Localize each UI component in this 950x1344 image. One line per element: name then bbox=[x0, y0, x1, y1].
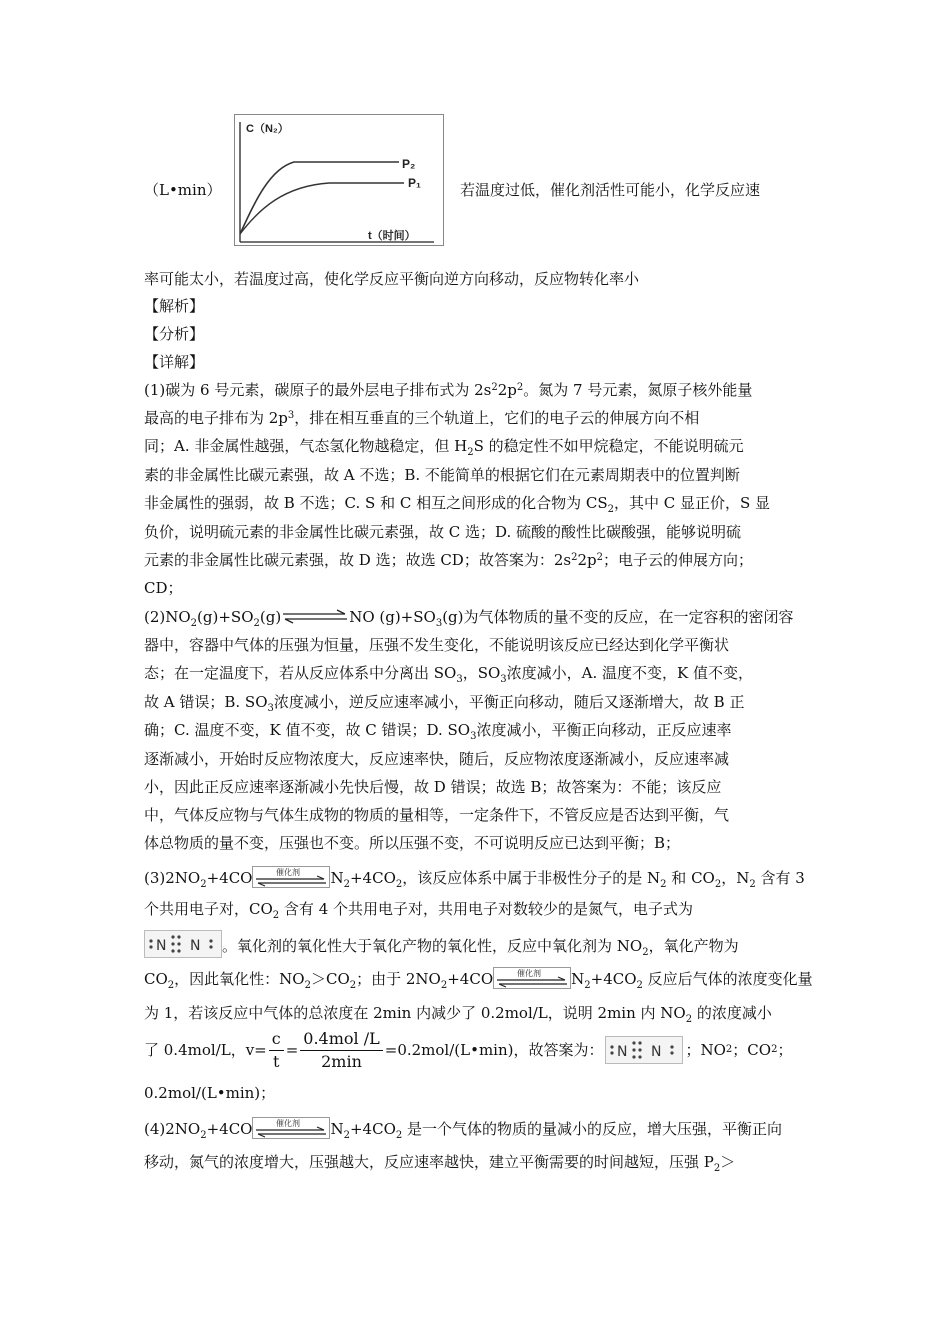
curve-p1 bbox=[240, 183, 404, 234]
header-right-text: 若温度过低，催化剂活性可能小，化学反应速 bbox=[460, 181, 761, 199]
line-22: $(3)2NO_2+4CO$ 催化剂 $N_2+4CO_2$，该反应体系中属于非极性分子的是 $N_2$ 和 $CO_2$，$N_2$ 含有 3 bbox=[144, 868, 805, 890]
catalyst-arrow-icon bbox=[252, 1117, 330, 1139]
line-20: 中，气体反应物与气体生成物的物质的量相等，一定条件下，不管反应是否达到平衡，气 bbox=[144, 806, 730, 824]
line-23: 个共用电子对，$CO_2$ 含有 4 个共用电子对，共用电子对数较少的是氮气，电子式为 bbox=[144, 900, 694, 921]
y-axis-label: C（N₂） bbox=[246, 123, 289, 135]
line-12: CD； bbox=[144, 579, 183, 597]
unit-text: （L•min） bbox=[144, 181, 222, 199]
n2-electron-formula-image bbox=[605, 1036, 683, 1064]
svg-text:N: N bbox=[617, 1044, 628, 1060]
catalyst-arrow-icon bbox=[252, 866, 330, 888]
line-14: 器中，容器中气体的压强为恒量，压强不发生变化，不能说明该反应已经达到化学平衡状 bbox=[144, 636, 730, 654]
equilibrium-arrow-icon bbox=[281, 608, 349, 624]
n2-electron-formula-image bbox=[144, 930, 222, 958]
line-18: 逐渐减小，开始时反应物浓度大，反应速率快，随后，反应物浓度逐渐减小，反应速率减 bbox=[144, 750, 730, 768]
line-1: 率可能太小，若温度过高，使化学反应平衡向逆方向移动，反应物转化率小 bbox=[144, 270, 640, 288]
line-5: (1)碳为 6 号元素，碳原子的最外层电子排布式为 $2s^22p^2$。氮为 7 号元素，氮原子核外能量 bbox=[144, 381, 753, 399]
line-7: 同；A. 非金属性越强，气态氢化物越稳定，但 $H_2S$ 的稳定性不如甲烷稳定，不能说明硫元 bbox=[144, 437, 744, 458]
section-fenxi: 【分析】 bbox=[144, 325, 205, 343]
concentration-time-graph bbox=[234, 114, 444, 246]
svg-text:催化剂: 催化剂 bbox=[276, 868, 301, 877]
svg-text:N: N bbox=[190, 938, 201, 954]
line-9: 非金属性的强弱，故 B 不选；C. S 和 C 相互之间形成的化合物为 $CS_2$，其中 C 显正价，S 显 bbox=[144, 494, 771, 515]
line-17: 确；C. 温度不变，K 值不变，故 C 错误；D. $SO_3$浓度减小，平衡正向移动，正反应速率 bbox=[144, 721, 732, 742]
line-26: 为 1，若该反应中气体的总浓度在 2min 内减少了 0.2mol/L，说明 2min 内 $NO_2$ 的浓度减小 bbox=[144, 1004, 772, 1025]
curve-p2 bbox=[240, 162, 399, 234]
line-16: 故 A 错误；B. $SO_3$浓度减小，逆反应速率减小，平衡正向移动，随后又逐渐增大，故 B 正 bbox=[144, 693, 745, 714]
svg-text:催化剂: 催化剂 bbox=[276, 1119, 301, 1128]
line-29: $(4)2NO_2+4CO$ 催化剂 $N_2+4CO_2$ 是一个气体的物质的量减小的反应，增大压强，平衡正向 bbox=[144, 1119, 783, 1141]
label-p2: P₂ bbox=[402, 157, 416, 171]
svg-text:催化剂: 催化剂 bbox=[517, 969, 542, 978]
section-xiangjie: 【详解】 bbox=[144, 353, 205, 371]
line-11: 元素的非金属性比碳元素强，故 D 选；故选 CD；故答案为：$2s^22p^2$；电子云的伸展方向； bbox=[144, 551, 753, 569]
line-6: 最高的电子排布为 $2p^3$，排在相互垂直的三个轨道上，它们的电子云的伸展方向不相 bbox=[144, 409, 700, 427]
line-10: 负价，说明硫元素的非金属性比碳元素强，故 C 选；D. 硫酸的酸性比碳酸强，能够说明硫 bbox=[144, 523, 742, 541]
line-30: 移动，氮气的浓度增大，压强越大，反应速率越快，建立平衡需要的时间越短，压强 $P_2>$ bbox=[144, 1153, 736, 1174]
fraction-concentration-over-time: $\frac{\text{0.4mol /L}}{2\min}$ bbox=[300, 1028, 382, 1073]
line-21: 体总物质的量不变，压强也不变。所以压强不变，不可说明反应已达到平衡；B； bbox=[144, 834, 681, 852]
catalyst-arrow-icon bbox=[493, 967, 571, 989]
line-19: 小，因此正反应速率逐渐减小先快后慢，故 D 错误；故选 B；故答案为：不能；该反应 bbox=[144, 778, 722, 796]
line-27: 了 0.4mol/L，v= $\frac{c}{t}$ = $\frac{\text{0.4mol /L}}{2\min}$ =0.2mol/(L•min)，故答案为： N N ；NO 2 ；CO 2 ； bbox=[144, 1028, 793, 1071]
x-axis-label: t（时间） bbox=[368, 230, 416, 242]
fraction-c-over-t: $\frac{c}{t}$ bbox=[269, 1028, 284, 1073]
svg-text:N: N bbox=[651, 1044, 662, 1060]
section-jiexi: 【解析】 bbox=[144, 297, 205, 315]
line-13: $(2)NO_2(g)+SO_2(g)$ NO $(g)+SO_3(g)$为气体物质的量不变的反应，在一定容积的密闭容 bbox=[144, 608, 794, 629]
line-25: $CO_2$，因此氧化性：$NO_2>CO_2$；由于 $2NO_2+4CO$ 催化剂 $N_2+4CO_2$ 反应后气体的浓度变化量 bbox=[144, 969, 813, 991]
line-15: 态；在一定温度下，若从反应体系中分离出 $SO_3$，$SO_3$浓度减小，A. 温度不变，K 值不变， bbox=[144, 664, 754, 685]
line-8: 素的非金属性比碳元素强，故 A 不选；B. 不能简单的根据它们在元素周期表中的位置判断 bbox=[144, 466, 740, 484]
svg-text:N: N bbox=[156, 938, 167, 954]
line-24: N N 。氧化剂的氧化性大于氧化产物的氧化性，反应中氧化剂为 $NO_2$，氧化产物为 bbox=[144, 930, 739, 958]
line-28: 0.2mol/(L•min)； bbox=[144, 1084, 276, 1102]
label-p1: P₁ bbox=[408, 176, 421, 190]
